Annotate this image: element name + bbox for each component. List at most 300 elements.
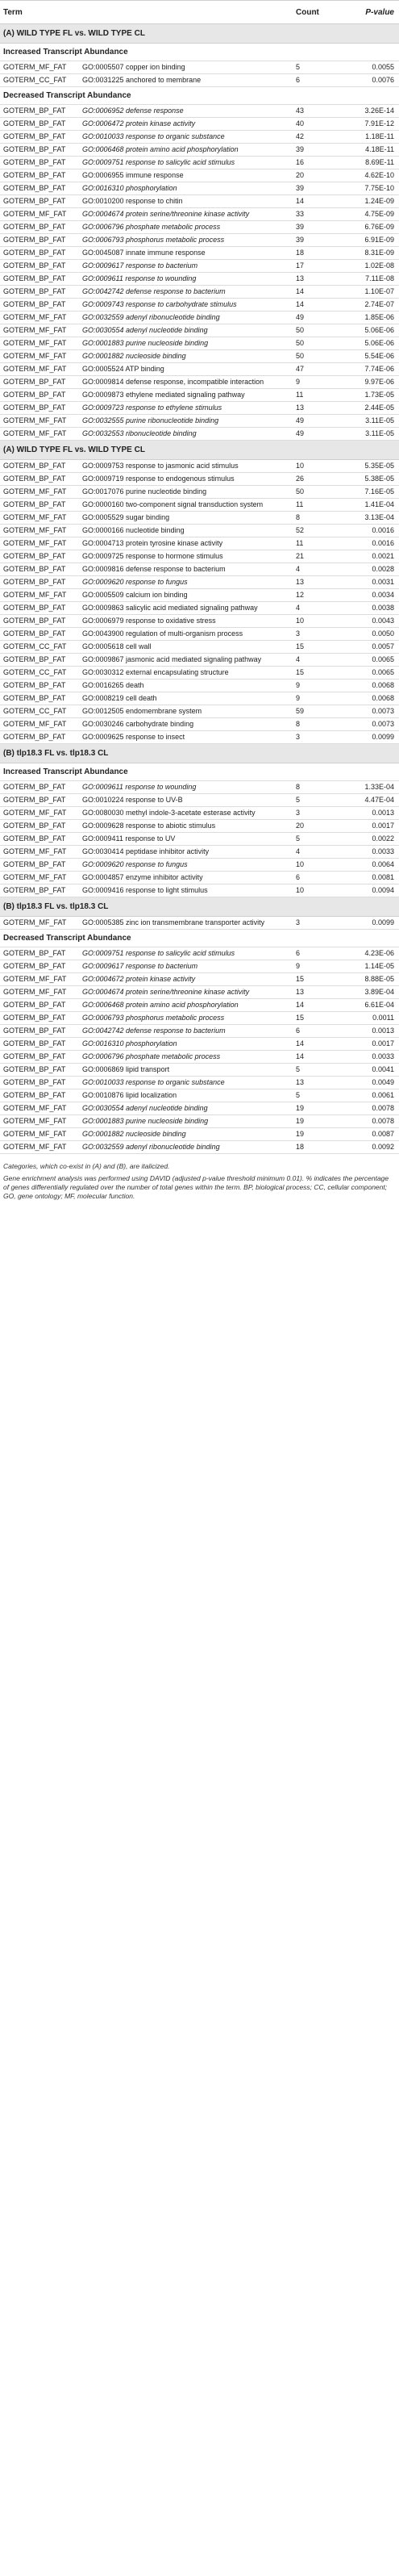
count-cell: 10 — [293, 460, 343, 473]
category-cell: GOTERM_MF_FAT — [0, 872, 79, 884]
count-cell: 3 — [293, 807, 343, 820]
table-row — [0, 363, 399, 376]
count-cell: 6 — [293, 74, 343, 87]
category-cell: GOTERM_MF_FAT — [0, 846, 79, 859]
category-cell: GOTERM_MF_FAT — [0, 1115, 79, 1128]
pvalue-cell: 1.33E-04 — [343, 781, 399, 794]
count-cell: 3 — [293, 628, 343, 641]
category-cell: GOTERM_MF_FAT — [0, 415, 79, 428]
table-row — [0, 550, 399, 563]
category-cell: GOTERM_BP_FAT — [0, 460, 79, 473]
category-cell: GOTERM_CC_FAT — [0, 74, 79, 87]
term-cell: GO:0005385 zinc ion transmembrane transporter activity — [79, 917, 293, 930]
category-cell: GOTERM_MF_FAT — [0, 718, 79, 731]
pvalue-cell: 0.0081 — [343, 872, 399, 884]
category-cell: GOTERM_BP_FAT — [0, 247, 79, 260]
table-row — [0, 859, 399, 872]
term-cell: GO:0016310 phosphorylation — [79, 182, 293, 195]
term-cell: GO:0012505 endomembrane system — [79, 705, 293, 718]
term-cell: GO:0009816 defense response to bacterium — [79, 563, 293, 576]
count-cell: 14 — [293, 299, 343, 312]
pvalue-cell: 0.0094 — [343, 884, 399, 897]
term-cell: GO:0006979 response to oxidative stress — [79, 615, 293, 628]
term-cell: GO:0032553 ribonucleotide binding — [79, 428, 293, 441]
term-cell: GO:0006468 protein amino acid phosphorylation — [79, 144, 293, 157]
count-cell: 59 — [293, 705, 343, 718]
term-cell: GO:0006793 phosphorus metabolic process — [79, 234, 293, 247]
pvalue-cell: 0.0016 — [343, 537, 399, 550]
pvalue-cell: 0.0050 — [343, 628, 399, 641]
category-cell: GOTERM_BP_FAT — [0, 402, 79, 415]
category-cell: GOTERM_MF_FAT — [0, 324, 79, 337]
pvalue-cell: 0.0021 — [343, 550, 399, 563]
category-cell: GOTERM_BP_FAT — [0, 1064, 79, 1077]
table-row — [0, 781, 399, 794]
term-cell: GO:0017076 purine nucleotide binding — [79, 486, 293, 499]
pvalue-cell: 4.75E-09 — [343, 208, 399, 221]
term-cell: GO:0005529 sugar binding — [79, 512, 293, 525]
count-cell: 6 — [293, 1025, 343, 1038]
term-cell: GO:0008219 cell death — [79, 692, 293, 705]
term-cell: GO:0009873 ethylene mediated signaling pathway — [79, 389, 293, 402]
count-cell: 19 — [293, 1115, 343, 1128]
category-cell: GOTERM_BP_FAT — [0, 731, 79, 744]
table-row — [0, 221, 399, 234]
section-title: (A) WILD TYPE FL vs. WILD TYPE CL — [0, 24, 399, 44]
table-row — [0, 1025, 399, 1038]
table-row — [0, 1064, 399, 1077]
section-header — [0, 897, 399, 917]
category-cell: GOTERM_BP_FAT — [0, 299, 79, 312]
count-cell: 39 — [293, 144, 343, 157]
term-cell: GO:0006472 protein kinase activity — [79, 118, 293, 131]
count-cell: 19 — [293, 1102, 343, 1115]
count-cell: 13 — [293, 1077, 343, 1089]
category-cell: GOTERM_MF_FAT — [0, 312, 79, 324]
group-title: Increased Transcript Abundance — [0, 763, 399, 781]
category-cell: GOTERM_BP_FAT — [0, 628, 79, 641]
term-cell: GO:0032555 purine ribonucleotide binding — [79, 415, 293, 428]
section-title: (A) WILD TYPE FL vs. WILD TYPE CL — [0, 441, 399, 460]
pvalue-cell: 0.0017 — [343, 820, 399, 833]
group-title: Decreased Transcript Abundance — [0, 930, 399, 947]
pvalue-cell: 3.11E-05 — [343, 428, 399, 441]
pvalue-cell: 1.14E-05 — [343, 960, 399, 973]
category-cell: GOTERM_BP_FAT — [0, 1012, 79, 1025]
count-cell: 43 — [293, 105, 343, 118]
table-row — [0, 833, 399, 846]
table-row — [0, 872, 399, 884]
pvalue-cell: 2.44E-05 — [343, 402, 399, 415]
category-cell: GOTERM_BP_FAT — [0, 820, 79, 833]
table-row — [0, 376, 399, 389]
table-row — [0, 589, 399, 602]
table-row — [0, 576, 399, 589]
term-cell: GO:0005509 calcium ion binding — [79, 589, 293, 602]
term-cell: GO:0001883 purine nucleoside binding — [79, 1115, 293, 1128]
pvalue-cell: 0.0078 — [343, 1102, 399, 1115]
count-cell: 17 — [293, 260, 343, 273]
category-cell: GOTERM_MF_FAT — [0, 350, 79, 363]
term-cell: GO:0006869 lipid transport — [79, 1064, 293, 1077]
header-row — [0, 1, 399, 24]
table-row — [0, 999, 399, 1012]
pvalue-cell: 4.47E-04 — [343, 794, 399, 807]
term-cell: GO:0009628 response to abiotic stimulus — [79, 820, 293, 833]
count-cell: 20 — [293, 820, 343, 833]
pvalue-cell: 8.31E-09 — [343, 247, 399, 260]
section-title: (B) tlp18.3 FL vs. tlp18.3 CL — [0, 897, 399, 917]
pvalue-cell: 0.0068 — [343, 680, 399, 692]
count-cell: 14 — [293, 195, 343, 208]
term-cell: GO:0009611 response to wounding — [79, 781, 293, 794]
category-cell: GOTERM_BP_FAT — [0, 550, 79, 563]
term-cell: GO:0006952 defense response — [79, 105, 293, 118]
table-row — [0, 602, 399, 615]
count-cell: 49 — [293, 415, 343, 428]
table-row — [0, 105, 399, 118]
category-cell: GOTERM_BP_FAT — [0, 576, 79, 589]
count-cell: 6 — [293, 872, 343, 884]
pvalue-cell: 1.10E-07 — [343, 286, 399, 299]
term-cell: GO:0032559 adenyl ribonucleotide binding — [79, 312, 293, 324]
term-cell: GO:0009611 response to wounding — [79, 273, 293, 286]
pvalue-cell: 1.24E-09 — [343, 195, 399, 208]
category-cell: GOTERM_BP_FAT — [0, 157, 79, 169]
term-cell: GO:0001882 nucleoside binding — [79, 350, 293, 363]
term-cell: GO:0009620 response to fungus — [79, 576, 293, 589]
count-cell: 47 — [293, 363, 343, 376]
term-cell: GO:0031225 anchored to membrane — [79, 74, 293, 87]
table-row — [0, 705, 399, 718]
table-row — [0, 512, 399, 525]
table-row — [0, 1115, 399, 1128]
count-cell: 15 — [293, 973, 343, 986]
term-cell: GO:0080030 methyl indole-3-acetate esterase activity — [79, 807, 293, 820]
category-cell: GOTERM_MF_FAT — [0, 428, 79, 441]
table-row — [0, 299, 399, 312]
pvalue-cell: 0.0065 — [343, 654, 399, 667]
count-cell: 6 — [293, 947, 343, 960]
term-cell: GO:0009867 jasmonic acid mediated signaling pathway — [79, 654, 293, 667]
table-row — [0, 820, 399, 833]
pvalue-cell: 5.06E-06 — [343, 337, 399, 350]
category-cell: GOTERM_BP_FAT — [0, 602, 79, 615]
count-cell: 52 — [293, 525, 343, 537]
category-cell: GOTERM_BP_FAT — [0, 286, 79, 299]
section-title: (B) tlp18.3 FL vs. tlp18.3 CL — [0, 744, 399, 763]
count-cell: 14 — [293, 999, 343, 1012]
pvalue-cell: 5.54E-06 — [343, 350, 399, 363]
category-cell: GOTERM_MF_FAT — [0, 525, 79, 537]
table-row — [0, 628, 399, 641]
table-row — [0, 312, 399, 324]
category-cell: GOTERM_MF_FAT — [0, 486, 79, 499]
pvalue-cell: 3.89E-04 — [343, 986, 399, 999]
count-cell: 12 — [293, 589, 343, 602]
pvalue-cell: 0.0013 — [343, 807, 399, 820]
term-cell: GO:0009620 response to fungus — [79, 859, 293, 872]
table-row — [0, 234, 399, 247]
category-cell: GOTERM_BP_FAT — [0, 1038, 79, 1051]
category-cell: GOTERM_BP_FAT — [0, 781, 79, 794]
table-row — [0, 1012, 399, 1025]
table-row — [0, 667, 399, 680]
pvalue-cell: 4.18E-11 — [343, 144, 399, 157]
term-cell: GO:0009863 salicylic acid mediated signaling pathway — [79, 602, 293, 615]
category-cell: GOTERM_MF_FAT — [0, 537, 79, 550]
count-cell: 20 — [293, 169, 343, 182]
group-subheader — [0, 763, 399, 781]
table-row — [0, 917, 399, 930]
category-cell: GOTERM_BP_FAT — [0, 195, 79, 208]
count-cell: 5 — [293, 833, 343, 846]
count-cell: 9 — [293, 692, 343, 705]
count-cell: 8 — [293, 512, 343, 525]
header-blank — [79, 1, 293, 24]
category-cell: GOTERM_MF_FAT — [0, 61, 79, 74]
category-cell: GOTERM_MF_FAT — [0, 973, 79, 986]
pvalue-cell: 3.11E-05 — [343, 415, 399, 428]
category-cell: GOTERM_BP_FAT — [0, 680, 79, 692]
count-cell: 10 — [293, 859, 343, 872]
term-cell: GO:0009814 defense response, incompatible interaction — [79, 376, 293, 389]
category-cell: GOTERM_BP_FAT — [0, 118, 79, 131]
count-cell: 10 — [293, 884, 343, 897]
table-row — [0, 718, 399, 731]
term-cell: GO:0006468 protein amino acid phosphorylation — [79, 999, 293, 1012]
term-cell: GO:0001882 nucleoside binding — [79, 1128, 293, 1141]
count-cell: 50 — [293, 486, 343, 499]
term-cell: GO:0006793 phosphorus metabolic process — [79, 1012, 293, 1025]
term-cell: GO:0030554 adenyl nucleotide binding — [79, 1102, 293, 1115]
count-cell: 11 — [293, 389, 343, 402]
count-cell: 3 — [293, 917, 343, 930]
count-cell: 39 — [293, 221, 343, 234]
category-cell: GOTERM_BP_FAT — [0, 105, 79, 118]
term-cell: GO:0009743 response to carbohydrate stimulus — [79, 299, 293, 312]
term-cell: GO:0043900 regulation of multi-organism process — [79, 628, 293, 641]
pvalue-cell: 4.23E-06 — [343, 947, 399, 960]
table-row — [0, 169, 399, 182]
pvalue-cell: 0.0033 — [343, 846, 399, 859]
pvalue-cell: 0.0064 — [343, 859, 399, 872]
category-cell: GOTERM_BP_FAT — [0, 692, 79, 705]
term-cell: GO:0009753 response to jasmonic acid stimulus — [79, 460, 293, 473]
pvalue-cell: 2.74E-07 — [343, 299, 399, 312]
category-cell: GOTERM_BP_FAT — [0, 1051, 79, 1064]
table-row — [0, 337, 399, 350]
table-row — [0, 654, 399, 667]
count-cell: 9 — [293, 680, 343, 692]
term-cell: GO:0006796 phosphate metabolic process — [79, 1051, 293, 1064]
pvalue-cell: 0.0087 — [343, 1128, 399, 1141]
table-row — [0, 1038, 399, 1051]
term-cell: GO:0010224 response to UV-B — [79, 794, 293, 807]
pvalue-cell: 9.97E-06 — [343, 376, 399, 389]
term-cell: GO:0009719 response to endogenous stimulus — [79, 473, 293, 486]
term-cell: GO:0004672 protein kinase activity — [79, 973, 293, 986]
count-cell: 13 — [293, 986, 343, 999]
count-cell: 4 — [293, 654, 343, 667]
table-row — [0, 131, 399, 144]
pvalue-cell: 1.85E-06 — [343, 312, 399, 324]
group-title: Decreased Transcript Abundance — [0, 87, 399, 105]
category-cell: GOTERM_BP_FAT — [0, 131, 79, 144]
pvalue-cell: 5.06E-06 — [343, 324, 399, 337]
term-cell: GO:0010200 response to chitin — [79, 195, 293, 208]
count-cell: 18 — [293, 1141, 343, 1154]
count-cell: 15 — [293, 641, 343, 654]
pvalue-cell: 0.0011 — [343, 1012, 399, 1025]
category-cell: GOTERM_MF_FAT — [0, 1141, 79, 1154]
table-row — [0, 537, 399, 550]
pvalue-cell: 6.76E-09 — [343, 221, 399, 234]
count-cell: 3 — [293, 731, 343, 744]
pvalue-cell: 7.11E-08 — [343, 273, 399, 286]
table-row — [0, 692, 399, 705]
count-cell: 13 — [293, 576, 343, 589]
count-cell: 39 — [293, 234, 343, 247]
pvalue-cell: 7.74E-06 — [343, 363, 399, 376]
pvalue-cell: 0.0013 — [343, 1025, 399, 1038]
term-cell: GO:0004674 protein serine/threonine kinase activity — [79, 208, 293, 221]
table-row — [0, 680, 399, 692]
table-row — [0, 260, 399, 273]
table-row — [0, 273, 399, 286]
term-cell: GO:0009723 response to ethylene stimulus — [79, 402, 293, 415]
count-cell: 50 — [293, 324, 343, 337]
count-cell: 11 — [293, 499, 343, 512]
count-cell: 50 — [293, 350, 343, 363]
table-row — [0, 807, 399, 820]
group-subheader — [0, 44, 399, 61]
count-cell: 5 — [293, 61, 343, 74]
pvalue-cell: 0.0016 — [343, 525, 399, 537]
term-cell: GO:0030246 carbohydrate binding — [79, 718, 293, 731]
category-cell: GOTERM_BP_FAT — [0, 1089, 79, 1102]
term-cell: GO:0009416 response to light stimulus — [79, 884, 293, 897]
pvalue-cell: 4.62E-10 — [343, 169, 399, 182]
count-cell: 4 — [293, 602, 343, 615]
table-row — [0, 157, 399, 169]
table-row — [0, 525, 399, 537]
table-row — [0, 960, 399, 973]
group-subheader — [0, 87, 399, 105]
table-body — [0, 24, 399, 1154]
term-cell: GO:0009725 response to hormone stimulus — [79, 550, 293, 563]
table-container — [0, 0, 399, 1201]
category-cell: GOTERM_BP_FAT — [0, 389, 79, 402]
term-cell: GO:0042742 defense response to bacterium — [79, 286, 293, 299]
pvalue-cell: 7.16E-05 — [343, 486, 399, 499]
count-cell: 4 — [293, 563, 343, 576]
count-cell: 9 — [293, 376, 343, 389]
table-row — [0, 1141, 399, 1154]
pvalue-cell: 8.88E-05 — [343, 973, 399, 986]
header-pvalue: P-value — [343, 1, 399, 24]
term-cell: GO:0004674 protein serine/threonine kinase activity — [79, 986, 293, 999]
pvalue-cell: 8.69E-11 — [343, 157, 399, 169]
category-cell: GOTERM_BP_FAT — [0, 234, 79, 247]
count-cell: 5 — [293, 1064, 343, 1077]
term-cell: GO:0009617 response to bacterium — [79, 960, 293, 973]
term-cell: GO:0042742 defense response to bacterium — [79, 1025, 293, 1038]
term-cell: GO:0005618 cell wall — [79, 641, 293, 654]
go-enrichment-table — [0, 0, 399, 1154]
count-cell: 50 — [293, 337, 343, 350]
table-row — [0, 1102, 399, 1115]
category-cell: GOTERM_BP_FAT — [0, 563, 79, 576]
table-row — [0, 641, 399, 654]
table-row — [0, 499, 399, 512]
count-cell: 5 — [293, 794, 343, 807]
category-cell: GOTERM_BP_FAT — [0, 859, 79, 872]
term-cell: GO:0004857 enzyme inhibitor activity — [79, 872, 293, 884]
count-cell: 15 — [293, 667, 343, 680]
table-row — [0, 415, 399, 428]
category-cell: GOTERM_BP_FAT — [0, 947, 79, 960]
count-cell: 18 — [293, 247, 343, 260]
count-cell: 14 — [293, 286, 343, 299]
term-cell: GO:0004713 protein tyrosine kinase activity — [79, 537, 293, 550]
table-row — [0, 986, 399, 999]
table-row — [0, 846, 399, 859]
table-row — [0, 1051, 399, 1064]
group-subheader — [0, 930, 399, 947]
category-cell: GOTERM_BP_FAT — [0, 794, 79, 807]
table-row — [0, 563, 399, 576]
count-cell: 9 — [293, 960, 343, 973]
category-cell: GOTERM_BP_FAT — [0, 999, 79, 1012]
count-cell: 11 — [293, 537, 343, 550]
pvalue-cell: 5.38E-05 — [343, 473, 399, 486]
category-cell: GOTERM_MF_FAT — [0, 337, 79, 350]
pvalue-cell: 0.0041 — [343, 1064, 399, 1077]
category-cell: GOTERM_BP_FAT — [0, 376, 79, 389]
pvalue-cell: 0.0073 — [343, 718, 399, 731]
table-row — [0, 350, 399, 363]
pvalue-cell: 0.0055 — [343, 61, 399, 74]
table-row — [0, 794, 399, 807]
term-cell: GO:0000166 nucleotide binding — [79, 525, 293, 537]
pvalue-cell: 0.0068 — [343, 692, 399, 705]
footnote-line-2: Gene enrichment analysis was performed using DAVID (adjusted p-value threshold minimum 0.01). % indicates the percentage of genes differentially regulated over the number of total genes within the term. BP, biological process; CC, cellular component; GO, gene ontology; MF, molecular function. — [3, 1174, 389, 1200]
group-title: Increased Transcript Abundance — [0, 44, 399, 61]
category-cell: GOTERM_BP_FAT — [0, 144, 79, 157]
pvalue-cell: 0.0017 — [343, 1038, 399, 1051]
table-row — [0, 973, 399, 986]
table-row — [0, 61, 399, 74]
pvalue-cell: 0.0022 — [343, 833, 399, 846]
category-cell: GOTERM_MF_FAT — [0, 208, 79, 221]
category-cell: GOTERM_BP_FAT — [0, 182, 79, 195]
count-cell: 21 — [293, 550, 343, 563]
table-row — [0, 195, 399, 208]
count-cell: 42 — [293, 131, 343, 144]
table-row — [0, 1089, 399, 1102]
category-cell: GOTERM_BP_FAT — [0, 1025, 79, 1038]
pvalue-cell: 0.0065 — [343, 667, 399, 680]
term-cell: GO:0030414 peptidase inhibitor activity — [79, 846, 293, 859]
pvalue-cell: 0.0033 — [343, 1051, 399, 1064]
table-row — [0, 486, 399, 499]
table-row — [0, 428, 399, 441]
table-row — [0, 247, 399, 260]
term-cell: GO:0016265 death — [79, 680, 293, 692]
table-row — [0, 182, 399, 195]
table-row — [0, 144, 399, 157]
